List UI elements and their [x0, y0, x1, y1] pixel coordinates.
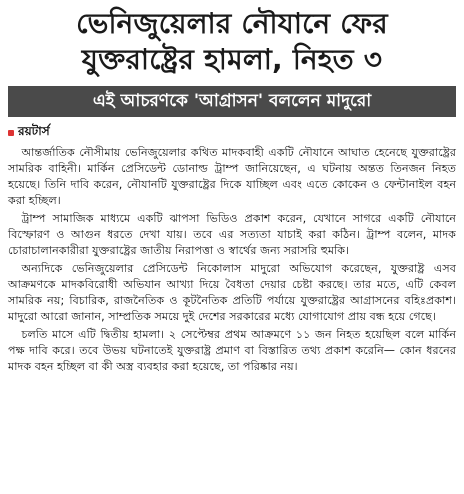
bullet-icon: [8, 130, 14, 136]
article-body: [8, 145, 456, 375]
subheadline: এই আচরণকে 'আগ্রাসন' বললেন মাদুরো: [92, 91, 372, 111]
paragraph-2: ট্রাম্প সামাজিক মাধ্যমে একটি ঝাপসা ভিডিও প্রকাশ করেন, যেখানে সাগরে একটি নৌযানে বিস্ফোরণ ও আগুন ধরতে দেখা যায়। তবে এর সত্যতা যাচাই করা কঠিন। ট্রাম্প বলেন, মাদক চোরাচালানকারীরা যুক্তরাষ্ট্রের জাতীয় নিরাপত্তা ও স্বার্থের জন্য সরাসরি হুমকি।: [8, 212, 456, 257]
paragraph-1: আন্তর্জাতিক নৌসীমায় ভেনিজুয়েলার কথিত মাদকবাহী একটি নৌযানে আঘাত হেনেছে যুক্তরাষ্ট্রের সামরিক বাহিনী। মার্কিন প্রেসিডেন্ট ডোনাল্ড ট্রাম্প জানিয়েছেন, এ ঘটনায় অন্তত তিনজন নিহত হয়েছে। তিনি দাবি করেন, নৌযানটি যুক্তরাষ্ট্রের দিকে যাচ্ছিল এবং এতে কোকেন ও ফেন্টানাইল বহন করা হচ্ছিল।: [8, 146, 456, 207]
headline-line-2: যুক্তরাষ্ট্রের হামলা, নিহত ৩: [81, 43, 383, 76]
source-label: রয়টার্স: [18, 124, 50, 138]
paragraph-4: চলতি মাসে এটি দ্বিতীয় হামলা। ২ সেপ্টেম্বর প্রথম আক্রমণে ১১ জন নিহত হয়েছিল বলে মার্কিন পক্ষ দাবি করে। তবে উভয় ঘটনাতেই যুক্তরাষ্ট্র প্রমাণ বা বিস্তারিত তথ্য প্রকাশ করেনি— কোন ধরনের মাদক বহন হচ্ছিল বা কী অস্ত্র ব্যবহার করা হয়েছে, তা পরিষ্কার নয়।: [8, 328, 456, 373]
headline: [8, 6, 456, 78]
paragraph-3: অন্যদিকে ভেনিজুয়েলার প্রেসিডেন্ট নিকোলাস মাদুরো অভিযোগ করেছেন, যুক্তরাষ্ট্র এসব আক্রমণকে মাদকবিরোধী অভিযান আখ্যা দিয়ে বৈধতা দেয়ার চেষ্টা করছে। তার মতে, এটি কেবল সামরিক নয়; বিচারিক, রাজনৈতিক ও কূটনৈতিক প্রতিটি পর্যায়ে যুক্তরাষ্ট্রের আগ্রাসনের বহিঃপ্রকাশ। মাদুরো আরো জানান, সাম্প্রতিক সময়ে দুই দেশের সরকারের মধ্যে যোগাযোগ প্রায় বন্ধ হয়ে গেছে।: [8, 262, 456, 323]
headline-line-1: ভেনিজুয়েলার নৌযানে ফের: [76, 7, 388, 40]
source-line: [8, 123, 456, 143]
subheadline-bar: [8, 86, 456, 117]
